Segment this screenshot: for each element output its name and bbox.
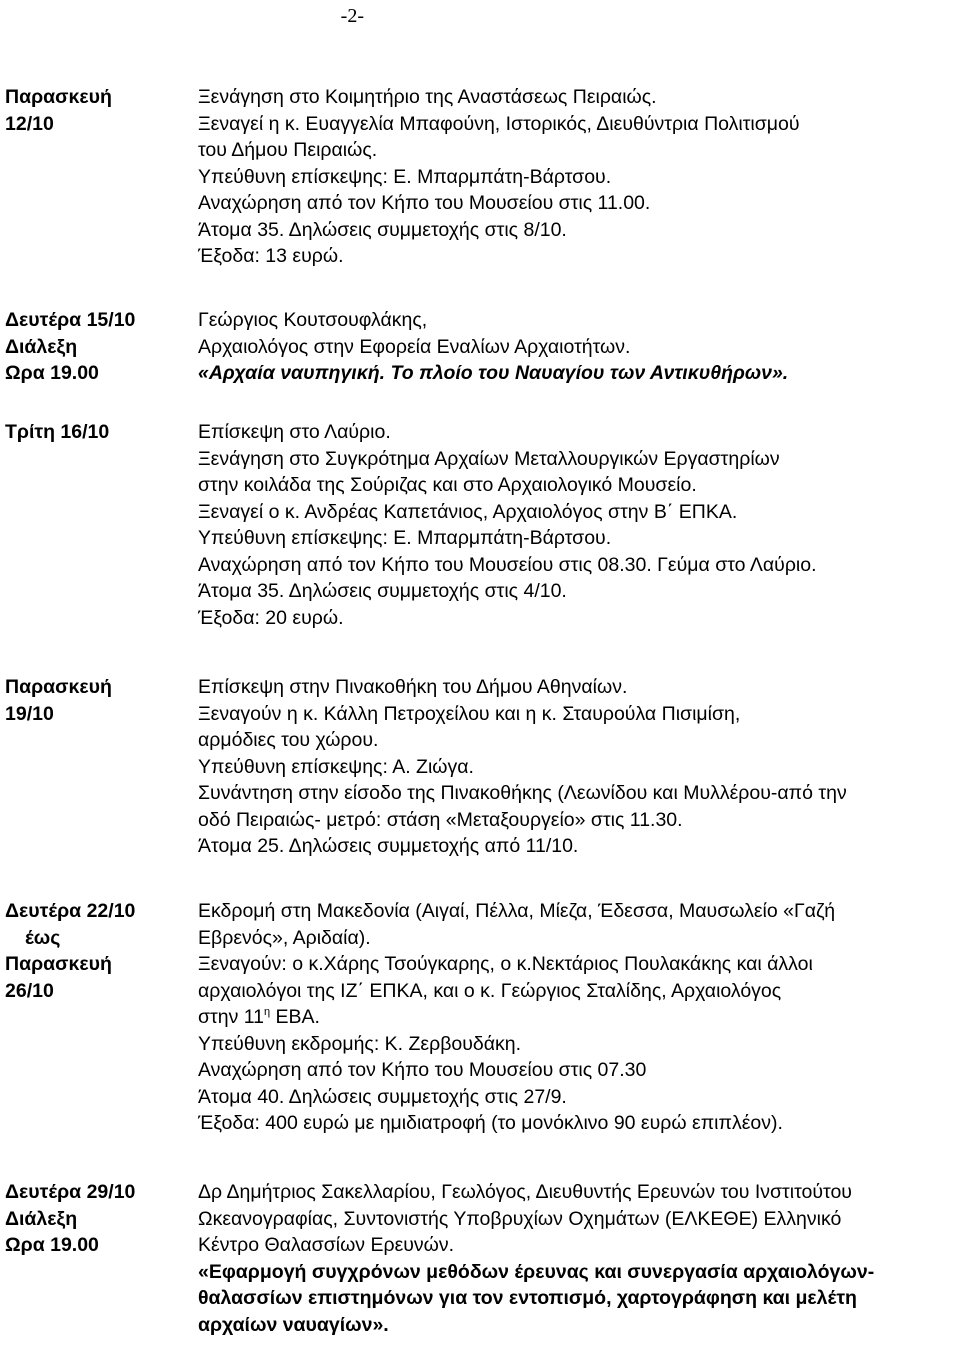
detail-line: Άτομα 35. Δηλώσεις συμμετοχής στις 8/10. (198, 218, 567, 241)
detail-line: Υπεύθυνη επίσκεψης: Ε. Μπαρμπάτη-Βάρτσου. (198, 527, 612, 549)
detail-line: Έξοδα: 20 ευρώ. (198, 606, 344, 629)
detail-line: Ξεναγεί η κ. Ευαγγελία Μπαφούνη, Ιστορικός, Διευθύντρια Πολιτισμού (198, 112, 800, 135)
entry-date (5, 419, 185, 446)
detail-line: στην κοιλάδα της Σούριζας και στο Αρχαιολογικό Μουσείο. (198, 474, 697, 496)
date-line: 12/10 (5, 112, 54, 135)
detail-line: Εκδρομή στη Μακεδονία (Αιγαί, Πέλλα, Μίεζα, Έδεσσα, Μαυσωλείο «Γαζή (198, 900, 836, 922)
date-line: Δευτέρα 29/10 (5, 1181, 136, 1203)
date-line: έως (25, 926, 61, 949)
lecture-title: «Αρχαία ναυπηγική. Το πλοίο του Ναυαγίου των Αντικυθήρων». (198, 362, 789, 384)
detail-line: Κέντρο Θαλασσίων Ερευνών. (198, 1234, 455, 1256)
entry-details (198, 419, 960, 631)
date-line: Διάλεξη (5, 335, 78, 358)
eba-after: ΕΒΑ. (270, 1006, 320, 1028)
lecture-title: θαλασσίων επιστημόνων για τον εντοπισμό, χαρτογράφηση και μελέτη (198, 1287, 857, 1309)
lecture-title: «Εφαρμογή συγχρόνων μεθόδων έρευνας και συνεργασία αρχαιολόγων- (198, 1260, 875, 1283)
detail-line: Άτομα 35. Δηλώσεις συμμετοχής στις 4/10. (198, 580, 567, 602)
date-line: Παρασκευή (5, 676, 112, 698)
eba-before: στην 11 (198, 1006, 264, 1028)
detail-line: Ωκεανογραφίας, Συντονιστής Υποβρυχίων Οχημάτων (ΕΛΚΕΘΕ) Ελληνικό (198, 1207, 842, 1230)
entry-date (5, 84, 185, 137)
date-line: Δευτέρα 15/10 (5, 309, 136, 331)
date-line: Ωρα 19.00 (5, 1234, 99, 1256)
detail-line: Άτομα 40. Δηλώσεις συμμετοχής στις 27/9. (198, 1085, 567, 1108)
date-line: Παρασκευή (5, 86, 112, 108)
detail-line: αρχαιολόγοι της ΙΖ΄ ΕΠΚΑ, και ο κ. Γεώργιος Σταλίδης, Αρχαιολόγος (198, 979, 782, 1002)
detail-line: Αναχώρηση από τον Κήπο του Μουσείου στις 07.30 (198, 1059, 647, 1081)
entry-details (198, 898, 960, 1137)
detail-line: Υπεύθυνη εκδρομής: Κ. Ζερβουδάκη. (198, 1032, 522, 1055)
date-line: Δευτέρα 22/10 (5, 900, 136, 922)
detail-line: Εβρενός», Αριδαία). (198, 926, 371, 949)
detail-line: Επίσκεψη στην Πινακοθήκη του Δήμου Αθηναίων. (198, 676, 628, 698)
date-line: 19/10 (5, 702, 54, 725)
detail-line: Έξοδα: 400 ευρώ με ημιδιατροφή (το μονόκλινο 90 ευρώ επιπλέον). (198, 1112, 783, 1134)
page-number: -2- (340, 5, 364, 27)
detail-line: Άτομα 25. Δηλώσεις συμμετοχής από 11/10. (198, 835, 579, 857)
detail-line: Ξενάγηση στο Συγκρότημα Αρχαίων Μεταλλουργικών Εργαστηρίων (198, 447, 780, 470)
detail-line: οδό Πειραιώς- μετρό: στάση «Μεταξουργείο» στις 11.30. (198, 808, 683, 831)
entry-date (5, 674, 185, 727)
detail-line: Ξεναγούν: ο κ.Χάρης Τσούγκαρης, ο κ.Νεκτάριος Πουλακάκης και άλλοι (198, 953, 813, 975)
entry-date (5, 898, 185, 1004)
detail-line: Υπεύθυνη επίσκεψης: Α. Ζιώγα. (198, 755, 474, 778)
date-line: Τρίτη 16/10 (5, 421, 110, 443)
entry-date (5, 307, 185, 387)
entry-details (198, 84, 960, 270)
detail-line: Αρχαιολόγος στην Εφορεία Εναλίων Αρχαιοτήτων. (198, 335, 631, 358)
detail-line: αρμόδιες του χώρου. (198, 729, 379, 751)
detail-line: του Δήμου Πειραιώς. (198, 139, 378, 161)
eba-superscript: η (264, 1005, 271, 1018)
date-line: 26/10 (5, 979, 54, 1002)
date-line: Ωρα 19.00 (5, 362, 99, 384)
detail-line-eba (198, 1004, 960, 1031)
lecture-title: αρχαίων ναυαγίων». (198, 1313, 389, 1336)
detail-line: Γεώργιος Κουτσουφλάκης, (198, 309, 428, 331)
date-line: Διάλεξη (5, 1207, 78, 1230)
detail-line: Έξοδα: 13 ευρώ. (198, 245, 344, 267)
detail-line: Ξεναγεί ο κ. Ανδρέας Καπετάνιος, Αρχαιολόγος στην Β΄ ΕΠΚΑ. (198, 500, 738, 523)
detail-line: Συνάντηση στην είσοδο της Πινακοθήκης (Λεωνίδου και Μυλλέρου-από την (198, 782, 847, 804)
date-line: Παρασκευή (5, 953, 112, 975)
detail-line: Αναχώρηση από τον Κήπο του Μουσείου στις 11.00. (198, 192, 651, 214)
entry-details (198, 1179, 960, 1338)
entry-date (5, 1179, 185, 1259)
entry-details (198, 674, 960, 860)
detail-line: Ξεναγούν η κ. Κάλλη Πετροχείλου και η κ. Σταυρούλα Πισιμίση, (198, 702, 741, 725)
detail-line: Επίσκεψη στο Λαύριο. (198, 421, 391, 443)
entry-details (198, 307, 960, 387)
detail-line: Υπεύθυνη επίσκεψης: Ε. Μπαρμπάτη-Βάρτσου. (198, 165, 612, 188)
detail-line: Δρ Δημήτριος Σακελλαρίου, Γεωλόγος, Διευθυντής Ερευνών του Ινστιτούτου (198, 1181, 852, 1203)
detail-line: Ξενάγηση στο Κοιμητήριο της Αναστάσεως Πειραιώς. (198, 86, 657, 108)
detail-line: Αναχώρηση από τον Κήπο του Μουσείου στις 08.30. Γεύμα στο Λαύριο. (198, 553, 817, 576)
